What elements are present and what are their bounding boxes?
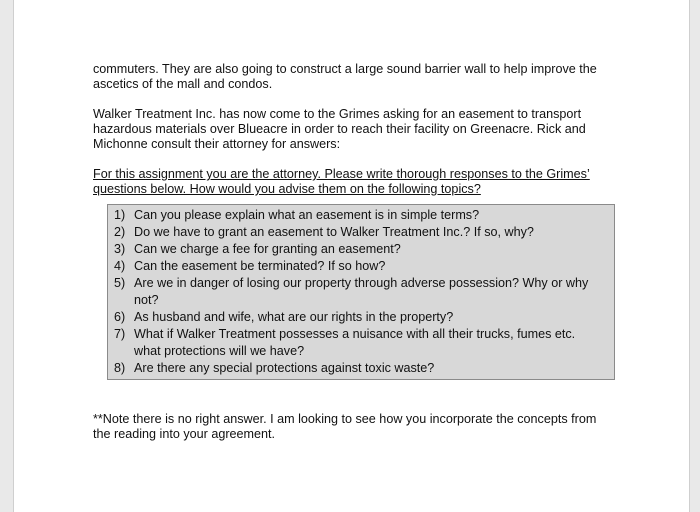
question-item [108,326,614,360]
question-text: Are there any special protections against toxic waste? [134,361,435,375]
question-number: 3) [114,242,126,256]
viewer-right-scrollbar[interactable] [689,0,700,512]
document-page [93,62,613,442]
question-item [108,241,614,258]
viewer-left-margin [0,0,14,512]
question-number: 4) [114,259,126,273]
question-item [108,207,614,224]
question-text: Are we in danger of losing our property through adverse possession? Why or why not? [134,276,589,307]
question-number: 7) [114,327,126,341]
question-number: 6) [114,310,126,324]
question-text: Can the easement be terminated? If so how? [134,259,386,273]
questions-box [107,204,615,380]
question-item [108,309,614,326]
paragraph-commuters: commuters. They are also going to construct a large sound barrier wall to help improve the ascetics of the mall and condos. [93,62,597,91]
question-number: 8) [114,361,126,375]
paragraph-walker-treatment: Walker Treatment Inc. has now come to the Grimes asking for an easement to transport hazardous materials over Blueacre in order to reach their facility on Greenacre. Rick and Michonne consult their attorney for answers: [93,107,586,151]
question-number: 2) [114,225,126,239]
question-text: Do we have to grant an easement to Walker Treatment Inc.? If so, why? [134,225,534,239]
question-number: 5) [114,276,126,290]
paragraph-assignment-instructions: For this assignment you are the attorney. Please write thorough responses to the Grimes’ questions below. How would you advise them on the following topics? [93,167,590,196]
question-text: Can we charge a fee for granting an easement? [134,242,401,256]
question-text: As husband and wife, what are our rights in the property? [134,310,454,324]
question-item [108,360,614,377]
question-number: 1) [114,208,126,222]
note-paragraph: **Note there is no right answer. I am looking to see how you incorporate the concepts from the reading into your agreement. [93,412,597,441]
question-item [108,258,614,275]
question-item [108,275,614,309]
question-text: Can you please explain what an easement is in simple terms? [134,208,480,222]
question-item [108,224,614,241]
question-text: What if Walker Treatment possesses a nuisance with all their trucks, fumes etc. what protections will we have? [134,327,576,358]
